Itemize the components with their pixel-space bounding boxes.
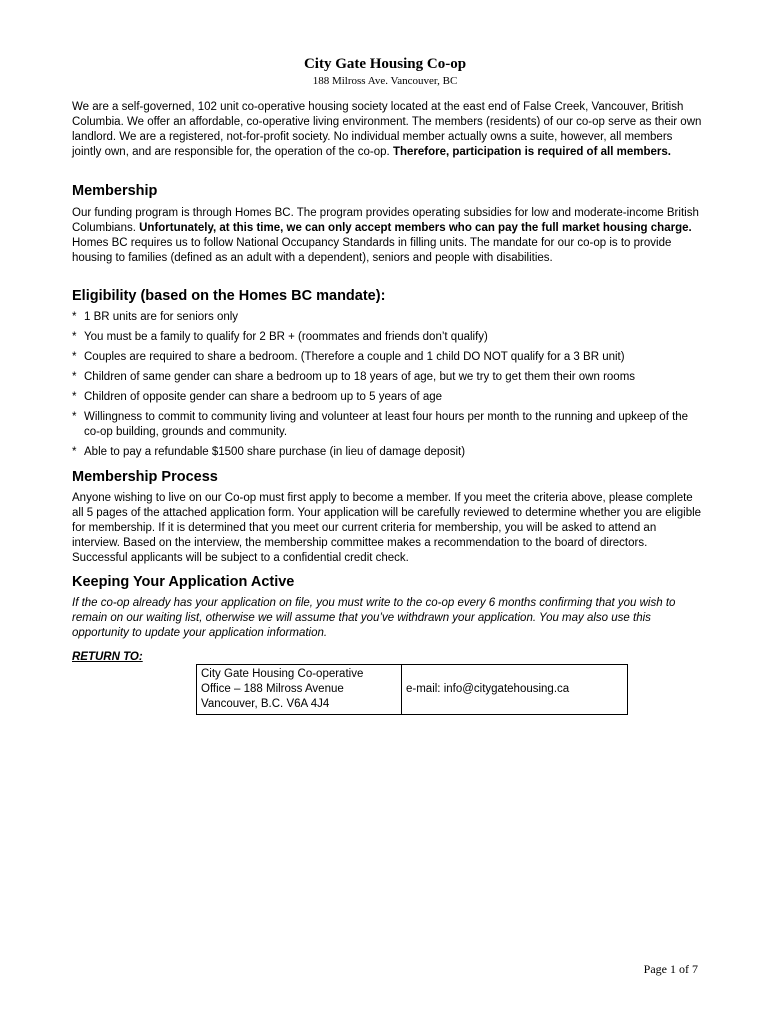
bullet-asterisk: * (72, 351, 77, 363)
membership-text-1: Our funding program is through Homes BC. The program provides operating subsidies for low and moderate-income British Columbians. (72, 207, 699, 234)
return-address-table (196, 664, 628, 715)
keeping-active-heading: Keeping Your Application Active (72, 574, 295, 590)
list-item (72, 410, 702, 440)
bullet-asterisk: * (72, 391, 77, 403)
membership-heading: Membership (72, 183, 158, 199)
membership-paragraph (72, 206, 702, 266)
keeping-active-paragraph: If the co-op already has your application on file, you must write to the co-op every 6 months confirming that you wish to remain on our waiting list, otherwise we will assume that you’ve withdrawn your application. You may also use this opportunity to update your application information. (72, 597, 676, 639)
process-heading: Membership Process (72, 469, 218, 485)
list-item (72, 350, 702, 365)
list-item-text: You must be a family to qualify for 2 BR + (roommates and friends don’t qualify) (84, 331, 488, 343)
office-address-cell (197, 665, 402, 715)
membership-bold-text: Unfortunately, at this time, we can only accept members who can pay the full market housing charge. (139, 222, 692, 234)
document-title: City Gate Housing Co-op (303, 56, 467, 72)
list-item (72, 390, 702, 405)
list-item-text: Children of opposite gender can share a bedroom up to 5 years of age (84, 391, 443, 403)
list-item-text: 1 BR units are for seniors only (84, 311, 239, 323)
bullet-asterisk: * (72, 331, 77, 343)
intro-text: We are a self-governed, 102 unit co-operative housing society located at the east end of False Creek, Vancouver, British Columbia. We offer an affordable, co-operative living environment. The members (residents) of our co-op serve as their own landlord. We are a registered, not-for-profit society. No individual member actually owns a suite, however, all members jointly own, and are responsible for, the operation of the co-op. (72, 101, 702, 158)
list-item-text: Able to pay a refundable $1500 share purchase (in lieu of damage deposit) (84, 446, 466, 458)
intro-bold-text: Therefore, participation is required of all members. (392, 146, 671, 158)
process-paragraph: Anyone wishing to live on our Co-op must first apply to become a member. If you meet the criteria above, please complete all 5 pages of the attached application form. Your application will be carefully reviewed to determine whether you are eligible for membership. If it is determined that you meet our current criteria for membership, you will be asked to attend an interview. Based on the interview, the membership committee makes a recommendation to the board of directors. Successful applicants will be subject to a confidential credit check. (72, 492, 702, 564)
list-item-text: Couples are required to share a bedroom. (Therefore a couple and 1 child DO NOT qualify for a 3 BR unit) (84, 351, 625, 363)
address-line-1: City Gate Housing Co-operative (201, 668, 364, 680)
bullet-asterisk: * (72, 371, 77, 383)
address-line-3: Vancouver, B.C. V6A 4J4 (201, 698, 330, 710)
eligibility-list (72, 310, 702, 465)
address-line-2: Office – 188 Milross Avenue (201, 683, 344, 695)
list-item (72, 445, 702, 460)
eligibility-heading: Eligibility (based on the Homes BC mandate): (72, 288, 386, 304)
membership-text-2: Homes BC requires us to follow National Occupancy Standards in filling units. The mandate for our co-op is to provide housing to families (defined as an adult with a dependent), seniors and people with disabilities. (72, 237, 672, 264)
list-item (72, 330, 702, 345)
list-item (72, 310, 702, 325)
list-item (72, 370, 702, 385)
bullet-asterisk: * (72, 446, 77, 458)
page-number: Page 1 of 7 (643, 962, 698, 976)
email-cell: e-mail: info@citygatehousing.ca (402, 665, 628, 715)
bullet-asterisk: * (72, 411, 77, 423)
return-to-label: RETURN TO: (72, 651, 143, 663)
bullet-asterisk: * (72, 311, 77, 323)
list-item-text: Children of same gender can share a bedroom up to 18 years of age, but we try to get them their own rooms (84, 371, 636, 383)
document-address: 188 Milross Ave. Vancouver, BC (312, 75, 458, 87)
list-item-text: Willingness to commit to community living and volunteer at least four hours per month to the running and upkeep of the co-op building, grounds and community. (84, 411, 689, 438)
intro-paragraph (72, 100, 702, 160)
